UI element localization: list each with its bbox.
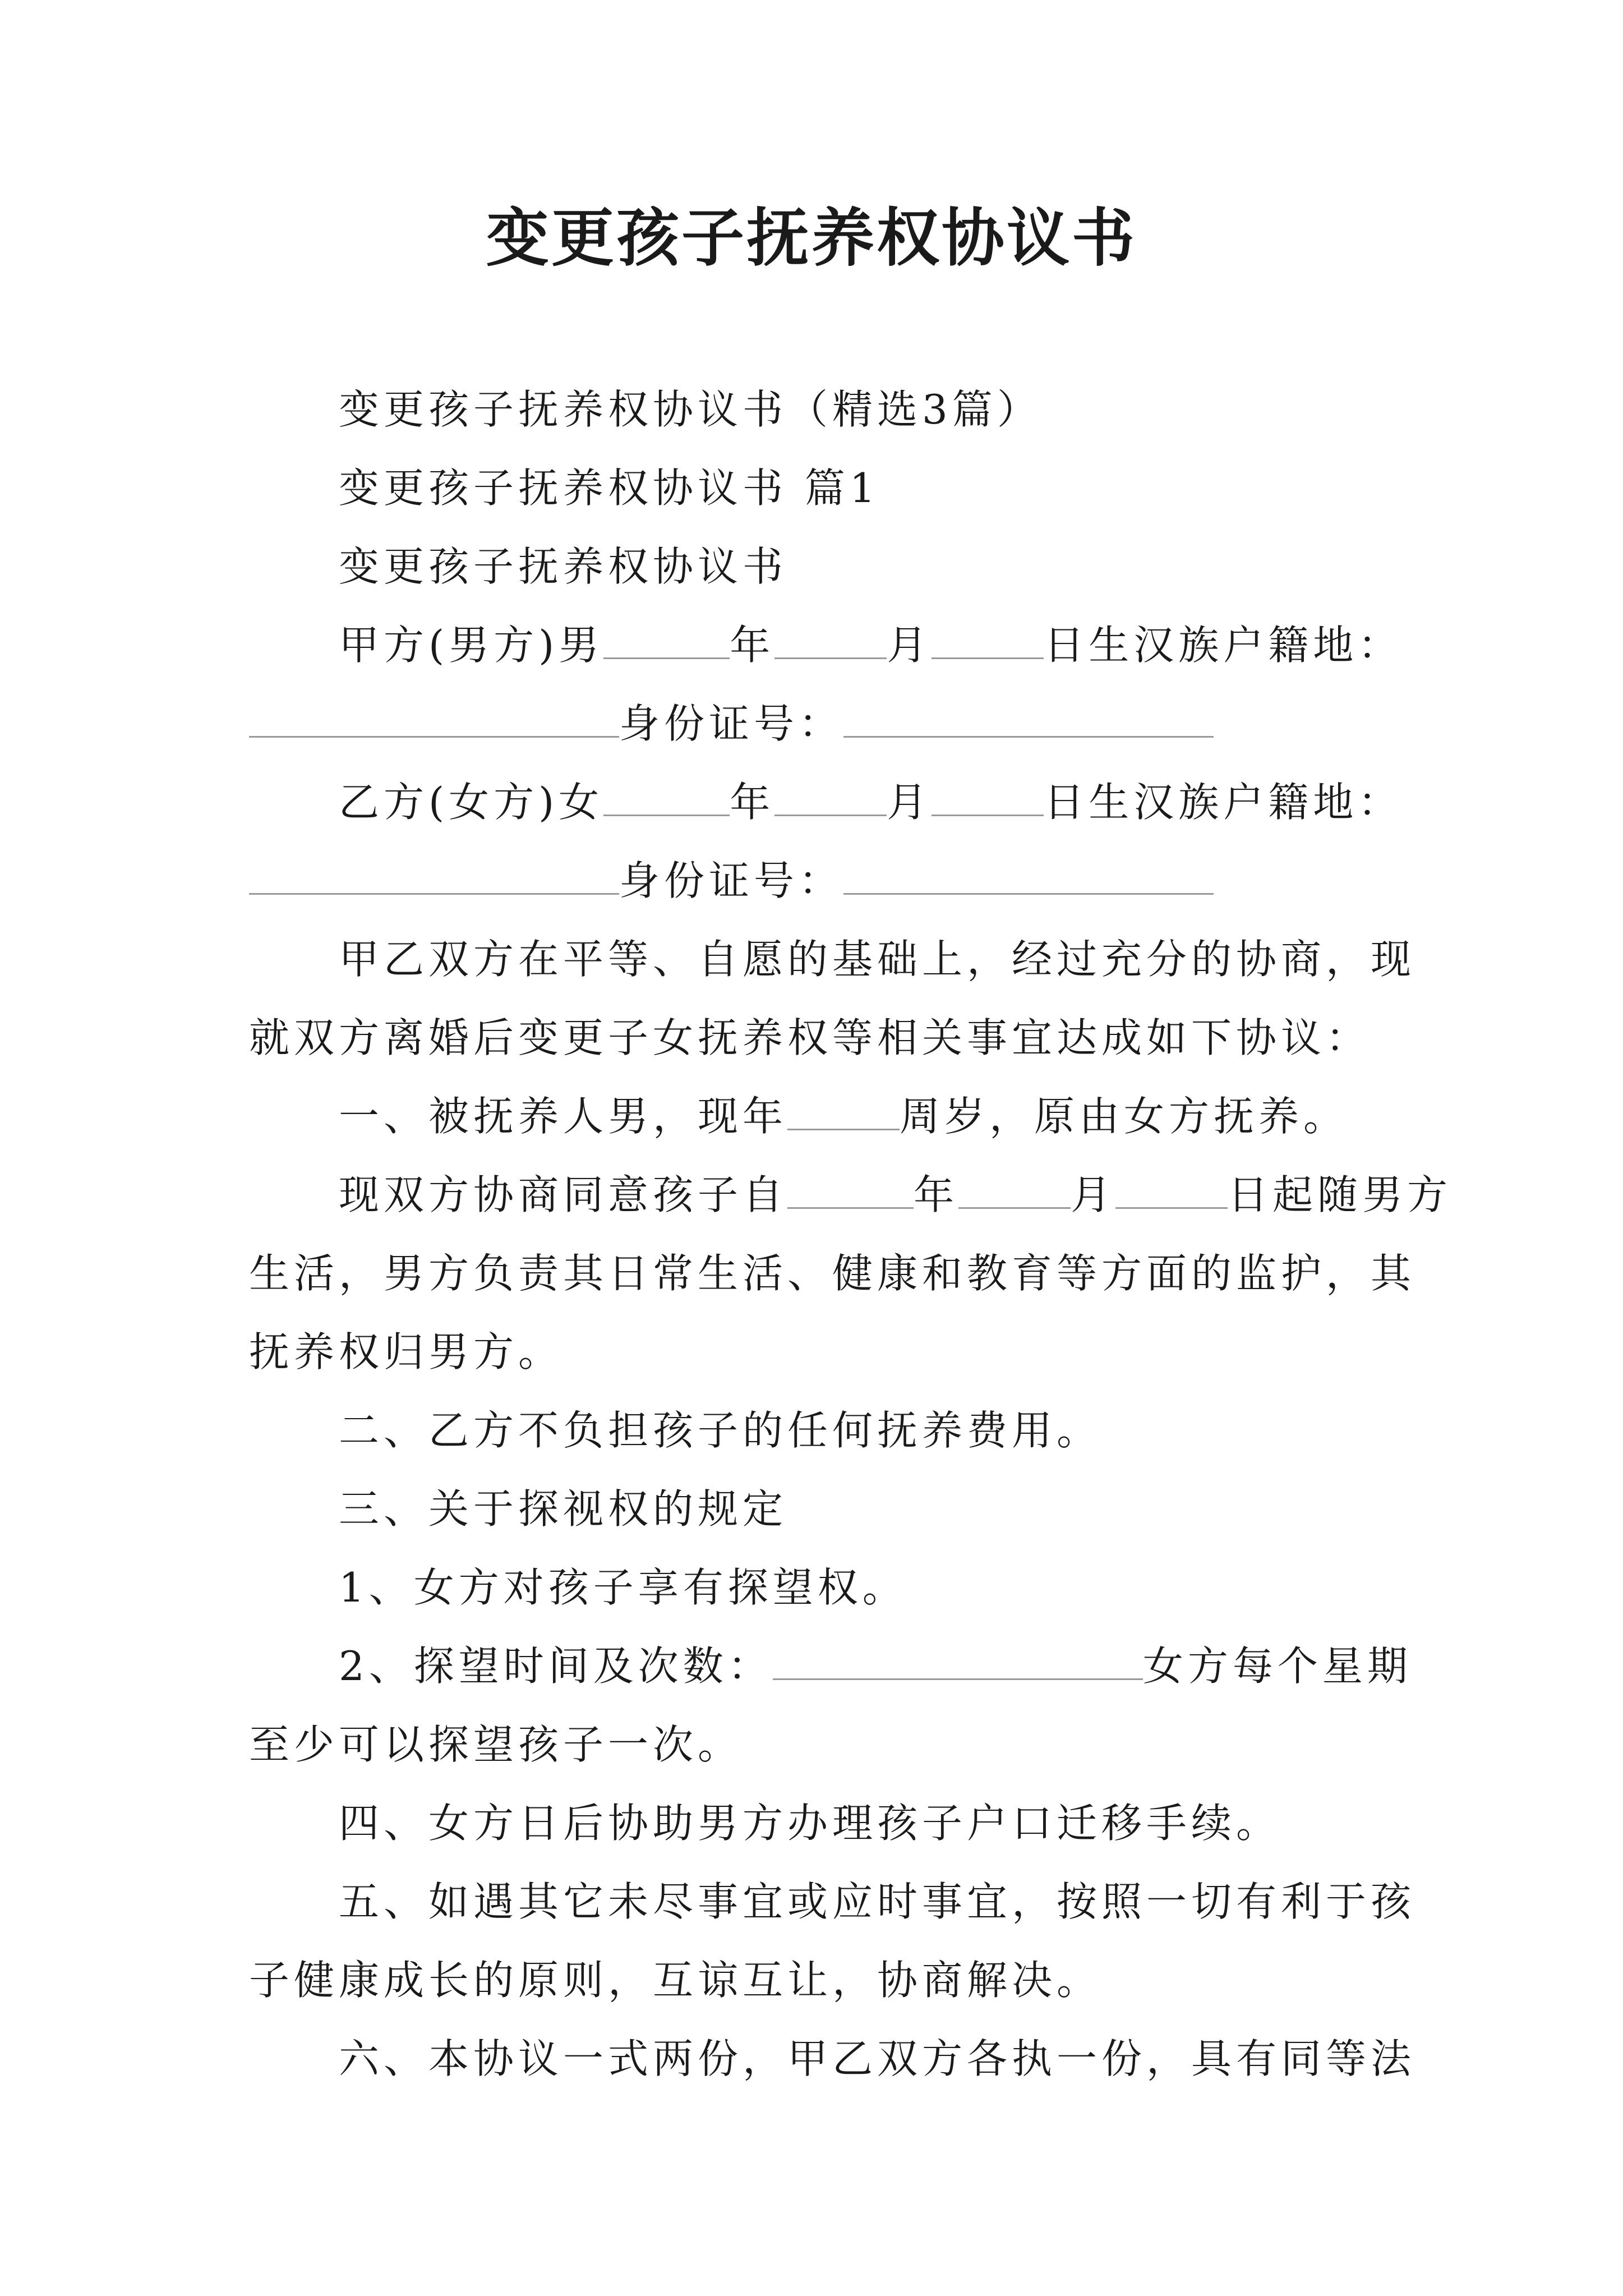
household-label: 日生汉族户籍地：: [1044, 779, 1403, 826]
clause-1-line: [249, 1088, 1382, 1144]
party-a-id-line: [249, 696, 1382, 752]
preamble-text-2: 就双方离婚后变更子女抚养权等相关事宜达成如下协议：: [249, 1014, 1371, 1061]
party-b-id-line: [249, 853, 1382, 909]
clause-5-text-b: 子健康成长的原则，互谅互让，协商解决。: [249, 1957, 1102, 2004]
preamble-line-2: [249, 1010, 1382, 1066]
clause-2-text: 二、乙方不负担孩子的任何抚养费用。: [339, 1407, 1102, 1454]
document-title: 变更孩子抚养权协议书: [486, 201, 1137, 275]
year-label: 年: [730, 622, 775, 669]
clause-3-1-line: [249, 1559, 1382, 1616]
clause-3-text: 三、关于探视权的规定: [339, 1485, 788, 1533]
clause-5-line-1: [249, 1874, 1416, 1930]
clause-6-text: 六、本协议一式两份，甲乙双方各执一份，具有同等法: [339, 2035, 1416, 2082]
clause-3-2-line: [249, 1638, 1412, 1694]
clause-3-2-text-c: 至少可以探望孩子一次。: [249, 1721, 743, 1768]
household-label: 日生汉族户籍地：: [1044, 622, 1403, 669]
start-month-blank[interactable]: [958, 1171, 1071, 1209]
id-blank-a[interactable]: [843, 700, 1214, 738]
subtitle-text: 变更孩子抚养权协议书（精选3篇）: [339, 386, 1042, 433]
birth-year-blank-a[interactable]: [603, 622, 730, 659]
party-a-label: 甲方(男方)男: [339, 622, 604, 669]
birth-year-blank-b[interactable]: [603, 779, 730, 816]
clause-5-line-2: [249, 1952, 1382, 2008]
preamble-text-1: 甲乙双方在平等、自愿的基础上，经过充分的协商，现: [339, 936, 1416, 983]
clause-3-line: [249, 1481, 1382, 1537]
id-blank-b[interactable]: [843, 857, 1214, 895]
clause-5-text-a: 五、如遇其它未尽事宜或应时事宜，按照一切有利于孩: [339, 1878, 1416, 1925]
household-blank-b[interactable]: [249, 857, 619, 895]
household-blank-a[interactable]: [249, 700, 619, 738]
custody-line-3: [249, 1324, 1382, 1380]
custody-line-2: [249, 1245, 1416, 1301]
age-blank[interactable]: [787, 1093, 900, 1130]
clause-6-line: [249, 2031, 1416, 2087]
party-b-line: [249, 774, 1403, 830]
birth-day-blank-b[interactable]: [932, 779, 1044, 816]
year-label: 年: [730, 779, 775, 826]
party-a-line: [249, 617, 1403, 673]
clause-4-text: 四、女方日后协助男方办理孩子户口迁移手续。: [339, 1800, 1281, 1847]
custody-text-d: 抚养权归男方。: [249, 1328, 564, 1375]
section-heading: [249, 460, 1382, 516]
clause-3-2-line-2: [249, 1717, 1382, 1773]
custody-text-c: 生活，男方负责其日常生活、健康和教育等方面的监护，其: [249, 1250, 1416, 1297]
clause-2-line: [249, 1402, 1382, 1458]
clause-1-text-a: 一、被抚养人男，现年: [339, 1093, 788, 1140]
agreement-heading: [249, 539, 1382, 595]
start-year-blank[interactable]: [787, 1171, 914, 1209]
month-label: 月: [887, 622, 932, 669]
id-label: 身份证号：: [619, 857, 844, 904]
custody-text-a: 现双方协商同意孩子自: [339, 1171, 788, 1218]
start-day-blank[interactable]: [1115, 1171, 1228, 1209]
subtitle-line: [249, 381, 1382, 438]
visit-schedule-blank[interactable]: [773, 1642, 1143, 1680]
party-b-label: 乙方(女方)女: [339, 779, 604, 826]
birth-month-blank-a[interactable]: [774, 622, 887, 659]
birth-day-blank-a[interactable]: [932, 622, 1044, 659]
custody-line-1: [249, 1167, 1453, 1223]
clause-3-1-text: 1、女方对孩子享有探望权。: [339, 1564, 907, 1611]
agreement-heading-text: 变更孩子抚养权协议书: [339, 543, 788, 590]
preamble-line-1: [249, 931, 1416, 987]
birth-month-blank-b[interactable]: [774, 779, 887, 816]
clause-1-text-b: 周岁，原由女方抚养。: [900, 1093, 1349, 1140]
month-label: 月: [887, 779, 932, 826]
id-label: 身份证号：: [619, 700, 844, 747]
section-heading-text: 变更孩子抚养权协议书 篇1: [339, 464, 880, 512]
clause-3-2-text-b: 女方每个星期: [1142, 1642, 1412, 1690]
year-label: 年: [914, 1171, 959, 1218]
clause-3-2-text-a: 2、探望时间及次数：: [339, 1642, 773, 1690]
month-label: 月: [1071, 1171, 1116, 1218]
clause-4-line: [249, 1795, 1382, 1851]
custody-text-b: 日起随男方: [1228, 1171, 1453, 1218]
